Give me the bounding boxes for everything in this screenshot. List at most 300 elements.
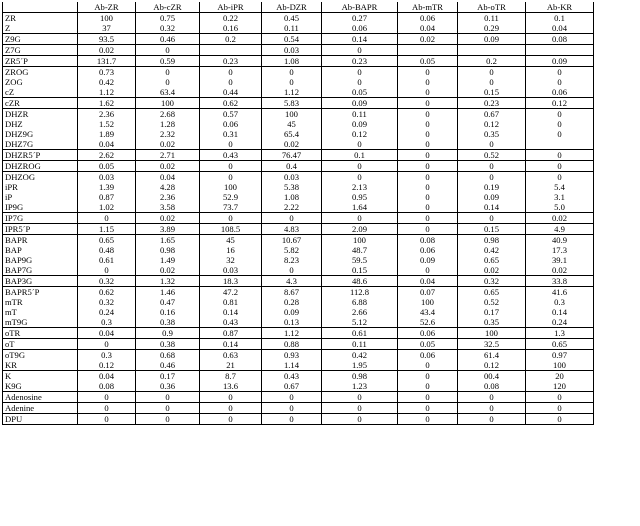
table-cell: 0.52 [458,150,526,161]
table-row [3,235,594,246]
table-cell: 0 [322,213,398,224]
table-cell: 0 [398,172,458,183]
table-cell: 48.7 [322,245,398,255]
table-cell: 0.3 [78,350,136,361]
table-cell: 0.46 [136,360,200,371]
table-row [3,150,594,161]
table-cell: 0.2 [458,56,526,67]
table-cell: 0.32 [78,276,136,287]
table-cell: 2.62 [78,150,136,161]
header-ab-kr: Ab-KR [526,2,594,13]
table-cell: 0 [398,98,458,109]
table-cell: 0.62 [78,287,136,298]
table-cell: 0 [526,119,594,129]
table-cell: 0.62 [200,98,262,109]
table-cell: 8.67 [262,287,322,298]
row-label: BAP [3,245,78,255]
table-cell: 0.02 [458,265,526,276]
row-label: DHZOG [3,172,78,183]
table-cell: 2.71 [136,150,200,161]
table-cell: 0.63 [200,350,262,361]
table-cell: 4.3 [262,276,322,287]
table-cell: 2.36 [136,192,200,202]
table-cell: 0 [458,213,526,224]
table-cell: 0.09 [322,98,398,109]
table-cell: 18.3 [200,276,262,287]
row-label: IP9G [3,202,78,213]
table-cell: 0 [262,403,322,414]
table-cell: 0.06 [398,13,458,24]
table-row [3,297,594,307]
table-cell: 100 [136,98,200,109]
table-cell: 0 [262,414,322,425]
table-cell: 0.87 [78,192,136,202]
table-cell: 1.52 [78,119,136,129]
header-ab-otr: Ab-oTR [458,2,526,13]
table-cell: 0 [398,129,458,139]
table-cell: 5.82 [262,245,322,255]
table-cell: 0.67 [262,381,322,392]
table-cell: 0.02 [136,161,200,172]
table-cell: 0.38 [136,317,200,328]
table-cell: 0 [526,392,594,403]
table-cell: 0 [458,161,526,172]
table-cell: 32.5 [458,339,526,350]
table-cell: 0.12 [458,360,526,371]
table-cell: 2.13 [322,182,398,192]
table-cell: 0 [526,129,594,139]
table-cell: 21 [200,360,262,371]
table-cell: 0.09 [322,119,398,129]
table-cell: 0.43 [262,371,322,382]
table-cell: 0.15 [458,224,526,235]
row-label: ZROG [3,67,78,78]
table-cell: 0 [398,381,458,392]
table-cell: 120 [526,381,594,392]
table-cell: 0 [398,161,458,172]
row-label: ZR [3,13,78,24]
table-cell: 0 [398,371,458,382]
table-cell: 0 [458,392,526,403]
table-cell: 13.6 [200,381,262,392]
table-cell: 0.93 [262,350,322,361]
table-cell: 40.9 [526,235,594,246]
table-cell: 0 [398,192,458,202]
table-cell: 0 [526,77,594,87]
table-cell: 0.05 [398,56,458,67]
table-cell: 0.16 [200,23,262,34]
row-label: iP [3,192,78,202]
table-row [3,307,594,317]
table-cell: 0.59 [136,56,200,67]
table-cell: 0.61 [78,255,136,265]
table-cell: 0.06 [398,245,458,255]
table-cell: 0.3 [526,297,594,307]
row-label: BAP7G [3,265,78,276]
table-cell: 65.4 [262,129,322,139]
table-cell: 0.9 [136,328,200,339]
table-cell: 0 [200,392,262,403]
row-label: DHZR5´P [3,150,78,161]
header-ab-czr: Ab-cZR [136,2,200,13]
table-cell: 0.4 [262,161,322,172]
table-cell: 0 [78,392,136,403]
table-cell: 10.67 [262,235,322,246]
table-cell: 5.0 [526,202,594,213]
table-cell: 0 [322,67,398,78]
table-cell: 0 [322,392,398,403]
table-row [3,129,594,139]
header-corner [3,2,78,13]
table-cell: 0 [398,109,458,120]
table-cell: 0 [398,67,458,78]
table-cell: 0.3 [78,317,136,328]
table-cell: 20 [526,371,594,382]
table-cell: 0 [458,77,526,87]
table-cell: 0 [526,161,594,172]
header-ab-zr: Ab-ZR [78,2,136,13]
table-cell: 1.62 [78,98,136,109]
row-label: oT9G [3,350,78,361]
table-cell: 0.24 [526,317,594,328]
table-cell: 1.64 [322,202,398,213]
table-cell: 0 [200,161,262,172]
table-cell: 0.14 [200,339,262,350]
table-cell: 0 [136,45,200,56]
table-row [3,213,594,224]
table-cell: 0.02 [398,34,458,45]
table-cell: 0.23 [322,56,398,67]
table-cell: 0.02 [526,265,594,276]
table-row [3,34,594,45]
table-row [3,161,594,172]
table-cell: 0.09 [398,255,458,265]
table-cell: 0.95 [322,192,398,202]
table-cell: 0.87 [200,328,262,339]
table-cell: 0 [398,265,458,276]
table-cell: 0.02 [262,139,322,150]
table-cell: 0.03 [78,172,136,183]
table-cell: 0.36 [136,381,200,392]
row-label: K [3,371,78,382]
table-row [3,87,594,98]
table-cell: 0 [398,182,458,192]
row-label: DHZ7G [3,139,78,150]
table-cell: 0 [262,77,322,87]
table-cell: 0.08 [78,381,136,392]
table-cell: 0.05 [322,87,398,98]
table-cell: 0 [398,414,458,425]
table-row [3,182,594,192]
table-cell: 0.46 [136,34,200,45]
table-cell: 0.11 [262,23,322,34]
table-cell: 0.14 [200,307,262,317]
table-cell: 0.32 [458,276,526,287]
table-cell: 0.52 [458,297,526,307]
table-cell: 0.02 [526,213,594,224]
table-cell: 0.19 [458,182,526,192]
row-label: oTR [3,328,78,339]
table-cell: 0 [78,403,136,414]
table-cell: 8.23 [262,255,322,265]
table-cell: 0.09 [458,34,526,45]
table-cell: 0 [458,139,526,150]
table-cell: 0 [322,403,398,414]
table-cell: 0 [526,150,594,161]
table-cell: 0.06 [398,350,458,361]
table-cell: 0.23 [458,98,526,109]
table-cell: 0.04 [78,139,136,150]
table-cell: 0.03 [262,45,322,56]
table-cell: 0.02 [136,265,200,276]
table-cell: 0 [526,109,594,120]
header-ab-dzr: Ab-DZR [262,2,322,13]
table-cell: 0 [262,67,322,78]
table-cell: 17.3 [526,245,594,255]
table-cell: 0.42 [322,350,398,361]
table-cell: 93.5 [78,34,136,45]
table-row [3,414,594,425]
table-cell: 0.81 [200,297,262,307]
row-label: IPR5´P [3,224,78,235]
table-cell: 0.09 [458,192,526,202]
table-cell: 0.06 [200,119,262,129]
table-cell: 0.32 [136,23,200,34]
table-cell [398,45,458,56]
table-cell: 0 [526,414,594,425]
table-cell: 0 [78,339,136,350]
row-label: DHZROG [3,161,78,172]
table-cell: 0.65 [458,255,526,265]
table-cell: 0.14 [526,307,594,317]
table-cell: 0.11 [458,13,526,24]
table-cell: 0.09 [262,307,322,317]
table-cell: 1.23 [322,381,398,392]
table-cell: 1.32 [136,276,200,287]
table-cell: 0 [78,414,136,425]
table-cell: 0 [200,414,262,425]
table-cell: 0 [398,77,458,87]
table-cell: 5.12 [322,317,398,328]
table-cell: 3.89 [136,224,200,235]
row-label: Z7G [3,45,78,56]
table-cell: 0.47 [136,297,200,307]
table-cell: 1.95 [322,360,398,371]
table-cell: 0.28 [262,297,322,307]
table-row [3,317,594,328]
table-cell: 0.11 [322,339,398,350]
table-cell: 0.16 [136,307,200,317]
table-row [3,224,594,235]
table-cell: 1.08 [262,192,322,202]
table-cell: 0.24 [78,307,136,317]
table-cell: 0.75 [136,13,200,24]
table-cell: 0 [322,139,398,150]
table-cell: 5.83 [262,98,322,109]
table-row [3,360,594,371]
table-cell: 5.38 [262,182,322,192]
table-cell: 6.88 [322,297,398,307]
table-cell: 0 [398,213,458,224]
table-cell: 0 [458,172,526,183]
table-cell: 0 [458,403,526,414]
table-cell: 100 [200,182,262,192]
table-cell: 3.58 [136,202,200,213]
table-cell: 0.08 [398,235,458,246]
row-label: BAP3G [3,276,78,287]
table-cell: 0 [398,87,458,98]
table-cell: 1.08 [262,56,322,67]
table-cell: 3.1 [526,192,594,202]
table-cell: 0.54 [262,34,322,45]
table-cell: 0 [322,45,398,56]
table-cell: 0.35 [458,129,526,139]
table-cell: 100 [526,360,594,371]
table-cell: 0.03 [200,265,262,276]
table-row [3,392,594,403]
table-row [3,23,594,34]
table-cell: 0.73 [78,67,136,78]
table-cell: 0.98 [136,245,200,255]
row-label: mT9G [3,317,78,328]
table-cell: 0 [322,414,398,425]
table-cell: 0 [200,172,262,183]
table-row [3,350,594,361]
table-cell: 0.45 [262,13,322,24]
table-cell: 1.39 [78,182,136,192]
row-label: K9G [3,381,78,392]
table-row [3,139,594,150]
row-label: BAPR [3,235,78,246]
row-label: cZR [3,98,78,109]
table-cell: 0.17 [458,307,526,317]
table-cell: 100 [78,13,136,24]
table-row [3,276,594,287]
table-cell: 0.27 [322,13,398,24]
table-cell: 0 [78,265,136,276]
table-cell: 45 [200,235,262,246]
header-ab-mtr: Ab-mTR [398,2,458,13]
table-cell: 0.42 [78,77,136,87]
row-label: Adenine [3,403,78,414]
table-row [3,381,594,392]
table-cell: 0 [398,360,458,371]
table-cell: 0.05 [398,339,458,350]
table-cell: 00.4 [458,371,526,382]
table-row [3,202,594,213]
table-cell: 1.12 [78,87,136,98]
row-label: mT [3,307,78,317]
row-label: cZ [3,87,78,98]
table-cell: 131.7 [78,56,136,67]
table-cell: 2.22 [262,202,322,213]
table-cell: 0 [78,213,136,224]
table-cell: 0.98 [322,371,398,382]
table-cell: 0 [136,403,200,414]
table-cell: 33.8 [526,276,594,287]
table-cell: 0 [526,172,594,183]
table-cell: 48.6 [322,276,398,287]
table-cell: 112.8 [322,287,398,298]
table-cell: 0.04 [78,371,136,382]
table-cell: 73.7 [200,202,262,213]
table-cell: 0.08 [526,34,594,45]
header-row [3,2,594,13]
table-row [3,109,594,120]
row-label: Adenosine [3,392,78,403]
table-cell: 0 [262,213,322,224]
table-cell: 37 [78,23,136,34]
row-label: oT [3,339,78,350]
table-cell: 0 [526,403,594,414]
table-row [3,119,594,129]
table-cell: 1.12 [262,328,322,339]
table-cell: 0.13 [262,317,322,328]
table-cell: 0.88 [262,339,322,350]
table-cell: 76.47 [262,150,322,161]
table-cell: 0.07 [398,287,458,298]
table-cell: 0.11 [322,109,398,120]
table-cell: 1.89 [78,129,136,139]
table-cell: 0 [136,414,200,425]
table-cell: 0.04 [136,172,200,183]
table-cell: 1.12 [262,87,322,98]
table-cell: 0 [398,150,458,161]
table-cell: 2.09 [322,224,398,235]
table-cell: 0 [398,202,458,213]
cross-reactivity-table-container [2,2,594,425]
table-cell: 0.65 [526,339,594,350]
table-cell: 0.04 [526,23,594,34]
table-cell: 59.5 [322,255,398,265]
table-cell: 0.29 [458,23,526,34]
table-row [3,265,594,276]
table-cell: 0.15 [322,265,398,276]
table-cell: 1.02 [78,202,136,213]
table-cell: 0 [322,161,398,172]
table-cell: 0.03 [262,172,322,183]
table-cell: 4.83 [262,224,322,235]
table-cell: 0.1 [526,13,594,24]
table-cell: 0 [200,213,262,224]
row-label: Z9G [3,34,78,45]
table-cell: 0.05 [78,161,136,172]
table-row [3,192,594,202]
table-cell [200,45,262,56]
table-cell: 0 [200,67,262,78]
table-cell: 1.3 [526,328,594,339]
table-cell: 0.09 [526,56,594,67]
table-cell: 45 [262,119,322,129]
table-cell: 63.4 [136,87,200,98]
table-cell: 2.36 [78,109,136,120]
row-label: BAPR5´P [3,287,78,298]
row-label: BAP9G [3,255,78,265]
table-cell: 0.14 [322,34,398,45]
table-cell: 0.31 [200,129,262,139]
table-row [3,13,594,24]
table-cell: 8.7 [200,371,262,382]
table-cell: 0.43 [200,317,262,328]
table-cell: 0.04 [398,276,458,287]
table-row [3,98,594,109]
table-cell: 0 [322,172,398,183]
table-cell: 39.1 [526,255,594,265]
header-ab-ipr: Ab-iPR [200,2,262,13]
row-label: KR [3,360,78,371]
table-cell: 0.65 [458,287,526,298]
table-row [3,371,594,382]
